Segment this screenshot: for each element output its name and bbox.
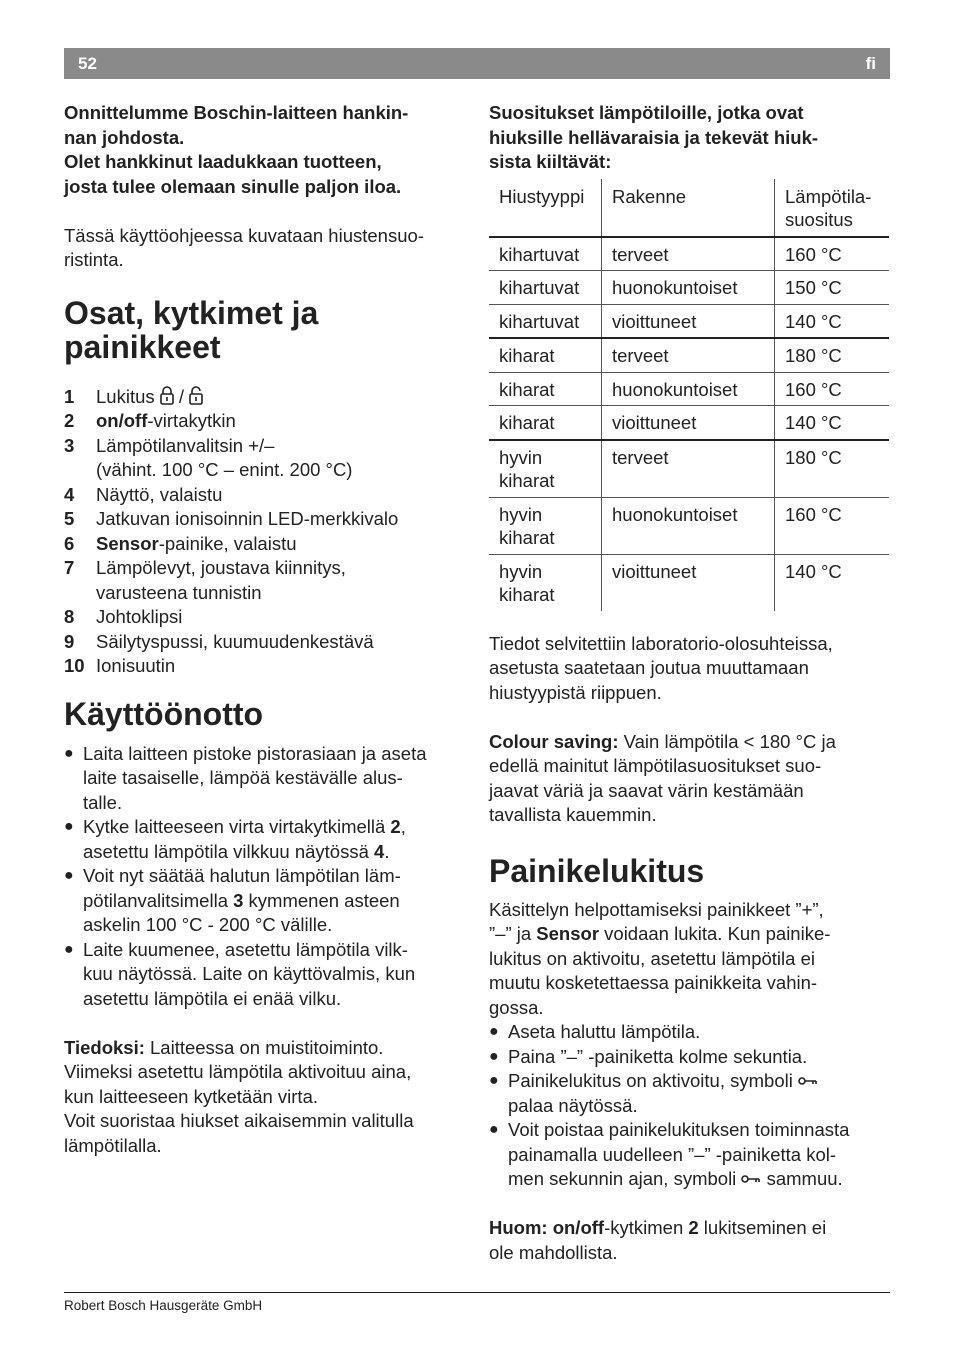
recommend-heading xyxy=(489,101,890,175)
cell-hair-type xyxy=(489,554,602,611)
note-text: lukitseminen ei xyxy=(698,1217,827,1238)
note-label: Huom: on/off xyxy=(489,1217,605,1238)
item-number: 1 xyxy=(64,385,75,407)
item-text: Johtoklipsi xyxy=(96,606,183,627)
item-text: (vähint. 100 °C – enint. 200 °C) xyxy=(96,459,353,480)
bullet-icon: ● xyxy=(489,1072,499,1089)
startup-heading: Käyttöönotto xyxy=(64,695,264,732)
bullet-text: . xyxy=(384,840,390,862)
cell-hair-type: kiharat xyxy=(489,338,602,372)
bullet-text: Voit nyt säätää halutun lämpötilan läm- xyxy=(83,865,401,886)
intro-text-line: Tässä käyttöohjeessa kuvataan hiustensuo- xyxy=(64,224,424,246)
cell-hair-type: kiharat xyxy=(489,406,602,440)
item-number: 7 xyxy=(64,557,75,578)
list-item xyxy=(64,742,469,816)
bullet-text: , xyxy=(400,816,406,837)
cell-line: hyvin xyxy=(499,503,543,525)
cell-structure: vioittuneet xyxy=(602,406,775,440)
note-text: Laitteessa on muistitoiminto. xyxy=(144,1036,384,1058)
intro-description xyxy=(64,224,469,273)
list-item xyxy=(64,483,469,508)
text-line: Tiedot selvitettiin laboratorio-olosuhteissa, xyxy=(489,632,833,654)
bullet-text: pötilanvalitsimella xyxy=(83,889,234,911)
intro-line: Onnittelumme Boschin-laitteen hankin- xyxy=(64,102,409,123)
bullet-icon: ● xyxy=(64,867,74,884)
note-text: -kytkimen xyxy=(604,1217,689,1238)
list-item xyxy=(64,532,469,557)
item-number: 9 xyxy=(64,630,75,652)
bullet-text: asetettu lämpötila vilkkuu näytössä xyxy=(83,840,375,862)
heading-line: Osat, kytkimet ja xyxy=(64,294,319,331)
bullet-icon: ● xyxy=(489,1121,499,1138)
table-row xyxy=(489,304,889,338)
bullet-text: men sekunnin ajan, symboli xyxy=(508,1168,742,1189)
table-row xyxy=(489,237,889,271)
bullet-icon: ● xyxy=(64,818,74,835)
header-line: Lämpötila- xyxy=(785,185,872,207)
item-separator: / xyxy=(173,385,190,407)
bullet-text: sammuu. xyxy=(761,1168,843,1189)
language-code: fi xyxy=(865,54,876,73)
memory-note xyxy=(64,1036,469,1159)
startup-list xyxy=(64,742,469,1012)
note-text: Viimeksi asetettu lämpötila aktivoituu aina, xyxy=(64,1061,412,1082)
table-header-row xyxy=(489,179,889,237)
cell-structure: terveet xyxy=(602,440,775,498)
item-text: Lämpötilanvalitsin +/– xyxy=(96,434,275,456)
cell-temperature: 140 °C xyxy=(775,304,890,338)
table-row xyxy=(489,554,889,611)
text-line: muutu kosketettaessa painikkeita vahin- xyxy=(489,972,818,993)
padlock-closed-icon xyxy=(160,386,174,405)
bullet-icon: ● xyxy=(489,1047,499,1065)
item-number: 3 xyxy=(64,434,75,456)
item-text: Lukitus xyxy=(96,385,155,407)
bullet-text: Kytke laitteeseen virta virtakytkimellä xyxy=(83,816,391,837)
item-text: -virtakytkin xyxy=(147,410,236,431)
cell-temperature: 180 °C xyxy=(775,338,890,372)
cell-hair-type: kiharat xyxy=(489,372,602,406)
bullet-text: Aseta haluttu lämpötila. xyxy=(508,1021,701,1042)
cell-line: hyvin xyxy=(499,446,543,468)
bullet-text: Laite kuumenee, asetettu lämpötila vilk- xyxy=(83,938,408,960)
note-label: Colour saving: xyxy=(489,730,619,752)
cell-temperature: 180 °C xyxy=(775,440,890,498)
table-row xyxy=(489,271,889,305)
item-text: Ionisuutin xyxy=(96,655,176,676)
column-header xyxy=(775,179,890,237)
text-bold: Sensor xyxy=(536,923,600,944)
cell-hair-type: kihartuvat xyxy=(489,271,602,305)
list-item xyxy=(64,864,469,938)
note-text: lämpötilalla. xyxy=(64,1134,162,1156)
cell-temperature: 140 °C xyxy=(785,560,842,582)
cell-structure: huonokuntoiset xyxy=(602,271,775,305)
bullet-bold: 3 xyxy=(233,889,244,911)
list-item xyxy=(64,507,469,532)
cell-hair-type xyxy=(489,497,602,554)
footer-company: Robert Bosch Hausgeräte GmbH xyxy=(64,1298,263,1313)
list-item xyxy=(489,1020,890,1045)
cell-line: kiharat xyxy=(499,527,555,548)
text-line: gossa. xyxy=(489,996,544,1018)
item-text: Säilytyspussi, kuumuudenkestävä xyxy=(96,630,374,652)
bullet-text: laite tasaiselle, lämpöä kestävälle alus- xyxy=(83,767,403,788)
column-header: Hiustyyppi xyxy=(489,179,602,237)
list-item xyxy=(64,434,469,483)
table-row xyxy=(489,338,889,372)
list-item xyxy=(64,409,469,434)
bullet-icon: ● xyxy=(64,940,74,958)
intro-line: Olet hankkinut laadukkaan tuotteen, xyxy=(64,151,382,172)
list-item xyxy=(64,654,469,679)
lock-steps xyxy=(489,1020,890,1192)
cell-structure: terveet xyxy=(602,338,775,372)
footer-divider xyxy=(64,1292,890,1293)
list-item xyxy=(489,1118,890,1192)
item-number: 2 xyxy=(64,410,75,431)
text-line: Käsittelyn helpottamiseksi painikkeet ”+”, xyxy=(489,898,824,920)
cell-temperature: 160 °C xyxy=(775,497,890,554)
list-item xyxy=(64,815,469,864)
note-text: ole mahdollista. xyxy=(489,1241,618,1263)
cell-temperature: 140 °C xyxy=(775,406,890,440)
bullet-text: Paina ”–” -painiketta kolme sekuntia. xyxy=(508,1045,808,1067)
page-number: 52 xyxy=(78,54,97,73)
cell-structure: terveet xyxy=(602,237,775,271)
item-number: 6 xyxy=(64,532,75,554)
cell-structure: huonokuntoiset xyxy=(602,372,775,406)
list-item xyxy=(64,938,469,1012)
padlock-open-icon xyxy=(189,386,203,405)
list-item xyxy=(64,630,469,655)
item-number: 8 xyxy=(64,606,75,627)
bullet-icon: ● xyxy=(64,744,74,762)
bullet-icon: ● xyxy=(489,1023,499,1040)
item-number: 10 xyxy=(64,655,85,676)
cell-line: hyvin xyxy=(499,560,543,582)
item-text: -painike, valaistu xyxy=(158,532,297,554)
note-label: Tiedoksi: xyxy=(64,1036,145,1058)
bullet-text: kymmenen asteen xyxy=(243,889,400,911)
cell-temperature: 160 °C xyxy=(775,237,890,271)
heading-line: sista kiiltävät: xyxy=(489,151,612,172)
note-bold: 2 xyxy=(688,1217,699,1238)
list-item xyxy=(64,385,469,410)
text-line: asetusta saatetaan joutua muuttamaan xyxy=(489,657,809,678)
list-item xyxy=(489,1045,890,1070)
note-text: Vain lämpötila < 180 °C ja xyxy=(618,730,836,752)
key-icon xyxy=(741,1174,761,1184)
heading-line: painikkeet xyxy=(64,328,221,365)
bullet-text: kuu näytössä. Laite on käyttövalmis, kun xyxy=(83,963,416,984)
cell-hair-type xyxy=(489,440,602,498)
button-lock-heading: Painikelukitus xyxy=(489,852,705,889)
cell-line: kiharat xyxy=(499,584,555,605)
list-item xyxy=(64,556,469,605)
bullet-text: Painikelukitus on aktivoitu, symboli xyxy=(508,1070,798,1091)
page-header-bar xyxy=(64,48,890,79)
lock-intro xyxy=(489,898,890,1021)
item-text: Lämpölevyt, joustava kiinnitys, xyxy=(96,557,346,578)
list-item xyxy=(64,605,469,630)
item-bold: Sensor xyxy=(96,532,159,554)
bullet-text: Laita laitteen pistoke pistorasiaan ja aseta xyxy=(83,742,427,764)
bullet-text: Voit poistaa painikelukituksen toiminnasta xyxy=(508,1119,850,1140)
heading-line: hiuksille hellävaraisia ja tekevät hiuk- xyxy=(489,126,819,148)
key-icon xyxy=(798,1076,818,1086)
item-number: 5 xyxy=(64,508,75,529)
bullet-text: painamalla uudelleen ”–” -painiketta kol- xyxy=(508,1143,837,1165)
cell-structure: huonokuntoiset xyxy=(602,497,775,554)
item-number: 4 xyxy=(64,483,75,505)
bullet-bold: 4 xyxy=(374,840,385,862)
intro-line: josta tulee olemaan sinulle paljon iloa. xyxy=(64,175,402,197)
cell-structure: vioittuneet xyxy=(602,554,775,611)
parts-list xyxy=(64,385,469,679)
text-line: hiustyypistä riippuen. xyxy=(489,681,662,703)
heading-line: Suositukset lämpötiloille, jotka ovat xyxy=(489,102,804,123)
cell-temperature: 160 °C xyxy=(775,372,890,406)
bullet-text: asetettu lämpötila ei enää vilku. xyxy=(83,987,342,1009)
lab-note xyxy=(489,632,890,706)
note-text: tavallista kauemmin. xyxy=(489,804,657,825)
bullet-text: palaa näytössä. xyxy=(508,1094,638,1116)
bullet-text: askelin 100 °C - 200 °C välille. xyxy=(83,914,333,935)
table-row xyxy=(489,406,889,440)
intro-text-line: ristinta. xyxy=(64,249,124,270)
colour-saving-note xyxy=(489,730,890,828)
table-row xyxy=(489,440,889,498)
text-line: voidaan lukita. Kun painike- xyxy=(599,923,831,944)
cell-temperature: 150 °C xyxy=(775,271,890,305)
bullet-bold: 2 xyxy=(390,816,401,837)
cell-structure: vioittuneet xyxy=(602,304,775,338)
column-header: Rakenne xyxy=(602,179,775,237)
text-line: lukitus on aktivoitu, asetettu lämpötila ei xyxy=(489,947,815,969)
item-text: varusteena tunnistin xyxy=(96,581,262,603)
intro-congrats xyxy=(64,101,469,199)
parts-heading xyxy=(64,296,469,364)
intro-line: nan johdosta. xyxy=(64,126,185,148)
header-line: suositus xyxy=(785,209,853,230)
temperature-table xyxy=(489,179,889,611)
cell-line: kiharat xyxy=(499,470,555,491)
table-row xyxy=(489,497,889,554)
bullet-text: talle. xyxy=(83,791,123,813)
table-row xyxy=(489,372,889,406)
right-column xyxy=(489,101,890,1265)
cell-hair-type: kihartuvat xyxy=(489,237,602,271)
left-column xyxy=(64,101,469,1158)
cell-hair-type: kihartuvat xyxy=(489,304,602,338)
item-text: Näyttö, valaistu xyxy=(96,483,223,505)
item-bold: on/off xyxy=(96,410,148,431)
note-text: edellä mainitut lämpötilasuositukset suo- xyxy=(489,755,822,776)
lock-note xyxy=(489,1216,890,1265)
text-line: ”–” ja xyxy=(489,923,537,944)
note-text: kun laitteeseen kytketään virta. xyxy=(64,1085,319,1107)
list-item xyxy=(489,1069,890,1118)
note-text: jaavat väriä ja saavat värin kestämään xyxy=(489,779,804,801)
note-text: Voit suoristaa hiukset aikaisemmin valitulla xyxy=(64,1110,414,1131)
item-text: Jatkuvan ionisoinnin LED-merkkivalo xyxy=(96,508,399,529)
